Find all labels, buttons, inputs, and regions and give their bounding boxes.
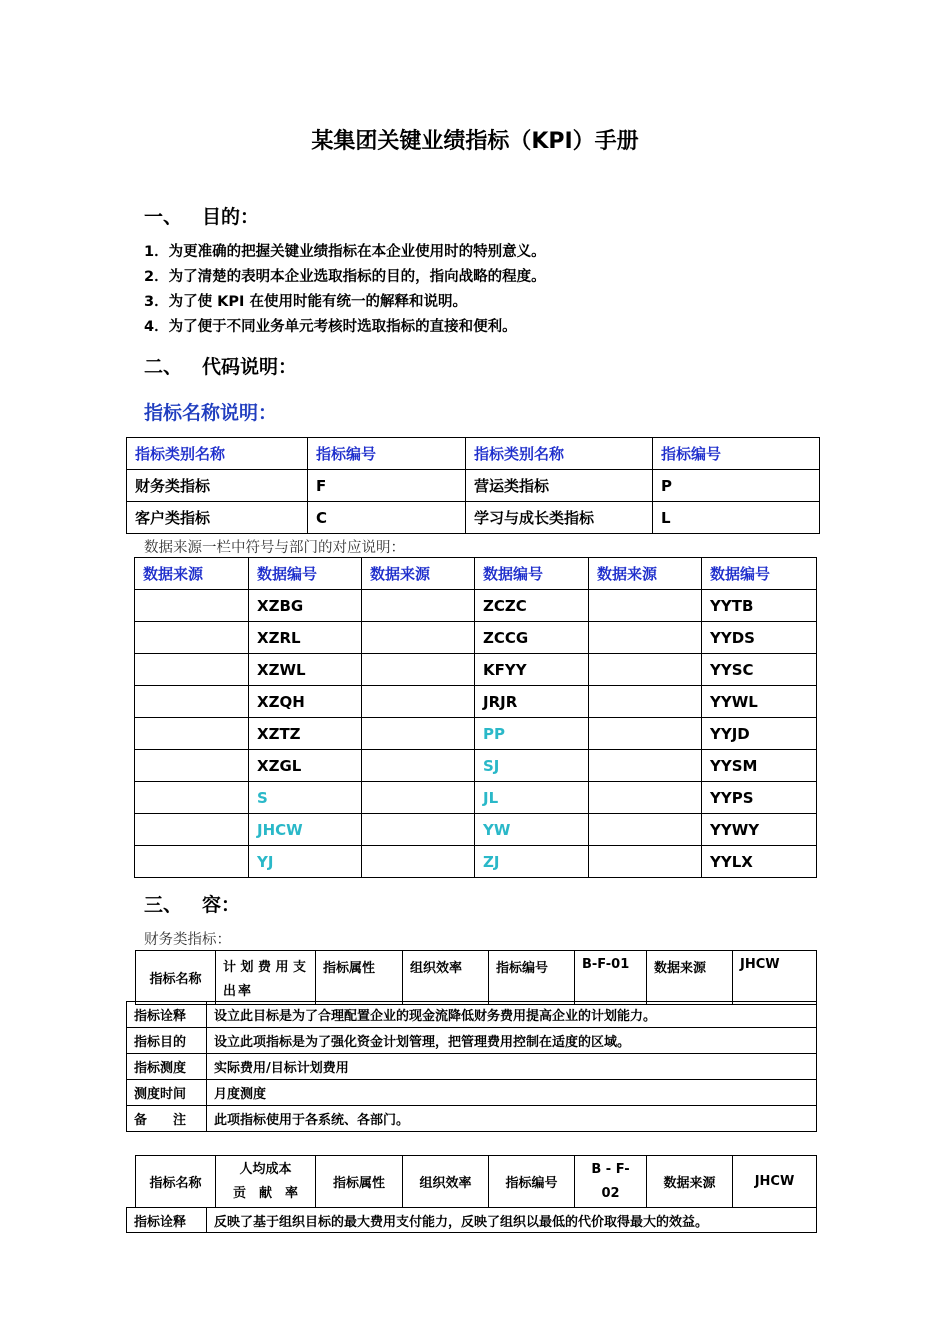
value-cell: 月度测度 bbox=[207, 1080, 817, 1106]
label-cell: 指标诠释 bbox=[127, 1002, 207, 1028]
kpi-detail-row bbox=[127, 1054, 817, 1080]
label-cell: 指标诠释 bbox=[127, 1208, 207, 1233]
header-cell: 指标类别名称 bbox=[127, 438, 308, 470]
source-cell bbox=[135, 814, 249, 846]
label-cell: 指标名称 bbox=[136, 1156, 216, 1208]
code-cell: JL bbox=[475, 782, 589, 814]
table-row bbox=[135, 782, 817, 814]
code-cell: YYWY bbox=[702, 814, 817, 846]
table-cell: P bbox=[653, 470, 820, 502]
table-cell: 财务类指标 bbox=[127, 470, 308, 502]
table-header-row bbox=[127, 438, 820, 470]
header-cell: 指标编号 bbox=[653, 438, 820, 470]
table-cell: L bbox=[653, 502, 820, 534]
source-cell bbox=[362, 750, 475, 782]
code-cell: ZCCG bbox=[475, 622, 589, 654]
kpi-attr-cell: 组织效率 bbox=[403, 951, 489, 1005]
section-label: 目的： bbox=[202, 206, 260, 228]
source-cell bbox=[135, 686, 249, 718]
kpi-code-cell bbox=[575, 1156, 647, 1208]
kpi-header-row bbox=[136, 1156, 817, 1208]
header-cell: 数据编号 bbox=[475, 558, 589, 590]
section-heading-codes bbox=[144, 352, 297, 379]
kpi-name-cell bbox=[216, 1156, 316, 1208]
category-table bbox=[126, 437, 820, 534]
kpi-detail-row bbox=[127, 1208, 817, 1233]
code-cell: SJ bbox=[475, 750, 589, 782]
label-cell: 备 注 bbox=[127, 1106, 207, 1132]
kpi-header-row bbox=[136, 951, 817, 1005]
kpi-code-line: B - F- bbox=[591, 1161, 630, 1177]
code-cell: YYTB bbox=[702, 590, 817, 622]
source-cell bbox=[589, 654, 702, 686]
section-number: 二、 bbox=[144, 356, 183, 378]
purpose-item: 1．为更准确的把握关键业绩指标在本企业使用时的特别意义。 bbox=[144, 244, 546, 260]
source-note: 数据来源一栏中符号与部门的对应说明： bbox=[144, 540, 405, 556]
section-number: 三、 bbox=[144, 894, 183, 916]
label-cell: 测度时间 bbox=[127, 1080, 207, 1106]
kpi-name-cell: 计划费用支出率 bbox=[216, 951, 316, 1005]
kpi2-detail-table bbox=[126, 1207, 817, 1233]
header-cell: 数据编号 bbox=[249, 558, 362, 590]
source-cell bbox=[362, 814, 475, 846]
code-cell: KFYY bbox=[475, 654, 589, 686]
label-cell: 指标编号 bbox=[489, 951, 575, 1005]
source-cell bbox=[589, 750, 702, 782]
section-label: 容： bbox=[202, 894, 241, 916]
table-row bbox=[135, 622, 817, 654]
kpi1-header-table bbox=[135, 950, 817, 1005]
kpi1-detail-table bbox=[126, 1001, 817, 1132]
code-cell: XZBG bbox=[249, 590, 362, 622]
code-cell: YYJD bbox=[702, 718, 817, 750]
header-cell: 数据编号 bbox=[702, 558, 817, 590]
source-cell bbox=[589, 846, 702, 878]
finance-note: 财务类指标： bbox=[144, 932, 231, 948]
header-cell: 数据来源 bbox=[589, 558, 702, 590]
table-row bbox=[135, 846, 817, 878]
code-cell: XZRL bbox=[249, 622, 362, 654]
code-cell: YJ bbox=[249, 846, 362, 878]
table-row bbox=[127, 470, 820, 502]
section-heading-content bbox=[144, 890, 240, 917]
label-cell: 指标目的 bbox=[127, 1028, 207, 1054]
kpi-detail-row bbox=[127, 1080, 817, 1106]
code-cell: JRJR bbox=[475, 686, 589, 718]
purpose-item: 3．为了使 KPI 在使用时能有统一的解释和说明。 bbox=[144, 294, 467, 310]
code-cell: PP bbox=[475, 718, 589, 750]
code-cell: S bbox=[249, 782, 362, 814]
label-cell: 指标属性 bbox=[316, 951, 403, 1005]
value-cell: 设立此项指标是为了强化资金计划管理，把管理费用控制在适度的区域。 bbox=[207, 1028, 817, 1054]
code-cell: YYDS bbox=[702, 622, 817, 654]
source-cell bbox=[362, 846, 475, 878]
label-cell: 数据来源 bbox=[647, 951, 733, 1005]
code-cell: XZTZ bbox=[249, 718, 362, 750]
source-cell bbox=[362, 782, 475, 814]
header-cell: 数据来源 bbox=[362, 558, 475, 590]
source-cell bbox=[589, 590, 702, 622]
source-cell bbox=[589, 622, 702, 654]
code-cell: ZCZC bbox=[475, 590, 589, 622]
purpose-list bbox=[144, 240, 546, 340]
source-cell bbox=[362, 718, 475, 750]
source-table bbox=[134, 557, 817, 878]
label-cell: 指标属性 bbox=[316, 1156, 403, 1208]
table-row bbox=[135, 718, 817, 750]
kpi-attr-cell: 组织效率 bbox=[403, 1156, 489, 1208]
purpose-item: 2．为了清楚的表明本企业选取指标的目的，指向战略的程度。 bbox=[144, 269, 546, 285]
table-cell: 客户类指标 bbox=[127, 502, 308, 534]
value-cell: 设立此目标是为了合理配置企业的现金流降低财务费用提高企业的计划能力。 bbox=[207, 1002, 817, 1028]
table-row bbox=[135, 654, 817, 686]
kpi-code-line: 02 bbox=[601, 1185, 620, 1201]
label-cell: 指标测度 bbox=[127, 1054, 207, 1080]
source-cell bbox=[135, 622, 249, 654]
table-cell: 学习与成长类指标 bbox=[466, 502, 653, 534]
page-title: 某集团关键业绩指标（KPI）手册 bbox=[311, 129, 639, 154]
section-label: 代码说明： bbox=[202, 356, 298, 378]
section-heading-purpose bbox=[144, 202, 259, 229]
table-row bbox=[135, 750, 817, 782]
code-cell: JHCW bbox=[249, 814, 362, 846]
header-cell: 指标类别名称 bbox=[466, 438, 653, 470]
source-cell bbox=[589, 782, 702, 814]
source-cell bbox=[135, 750, 249, 782]
indicator-heading: 指标名称说明： bbox=[144, 402, 278, 424]
header-cell: 指标编号 bbox=[308, 438, 466, 470]
source-cell bbox=[362, 654, 475, 686]
table-cell: 营运类指标 bbox=[466, 470, 653, 502]
table-row bbox=[127, 502, 820, 534]
table-row bbox=[135, 686, 817, 718]
label-cell: 指标名称 bbox=[136, 951, 216, 1005]
source-cell bbox=[362, 590, 475, 622]
kpi-detail-row bbox=[127, 1106, 817, 1132]
kpi-code-cell: B-F-01 bbox=[575, 951, 647, 1005]
header-cell: 数据来源 bbox=[135, 558, 249, 590]
kpi-detail-row bbox=[127, 1028, 817, 1054]
code-cell: YYWL bbox=[702, 686, 817, 718]
kpi2-header-table bbox=[135, 1155, 817, 1208]
code-cell: XZWL bbox=[249, 654, 362, 686]
source-cell bbox=[135, 654, 249, 686]
kpi-source-cell: JHCW bbox=[733, 1156, 817, 1208]
value-cell: 此项指标使用于各系统、各部门。 bbox=[207, 1106, 817, 1132]
code-cell: YYSM bbox=[702, 750, 817, 782]
code-cell: YW bbox=[475, 814, 589, 846]
table-header-row bbox=[135, 558, 817, 590]
table-cell: C bbox=[308, 502, 466, 534]
source-cell bbox=[589, 814, 702, 846]
source-cell bbox=[135, 782, 249, 814]
source-cell bbox=[135, 590, 249, 622]
table-cell: F bbox=[308, 470, 466, 502]
section-number: 一、 bbox=[144, 206, 183, 228]
code-cell: YYLX bbox=[702, 846, 817, 878]
source-cell bbox=[362, 686, 475, 718]
source-cell bbox=[135, 718, 249, 750]
code-cell: ZJ bbox=[475, 846, 589, 878]
table-row bbox=[135, 590, 817, 622]
code-cell: YYSC bbox=[702, 654, 817, 686]
kpi-name-line: 人均成本 bbox=[239, 1161, 292, 1177]
source-cell bbox=[589, 718, 702, 750]
code-cell: XZQH bbox=[249, 686, 362, 718]
table-row bbox=[135, 814, 817, 846]
code-cell: XZGL bbox=[249, 750, 362, 782]
label-cell: 指标编号 bbox=[489, 1156, 575, 1208]
code-cell: YYPS bbox=[702, 782, 817, 814]
source-cell bbox=[589, 686, 702, 718]
value-cell: 反映了基于组织目标的最大费用支付能力，反映了组织以最低的代价取得最大的效益。 bbox=[207, 1208, 817, 1233]
value-cell: 实际费用/目标计划费用 bbox=[207, 1054, 817, 1080]
kpi-name-line: 贡 献 率 bbox=[232, 1185, 298, 1201]
kpi-detail-row bbox=[127, 1002, 817, 1028]
purpose-item: 4．为了便于不同业务单元考核时选取指标的直接和便利。 bbox=[144, 319, 517, 335]
source-cell bbox=[362, 622, 475, 654]
label-cell: 数据来源 bbox=[647, 1156, 733, 1208]
kpi-source-cell: JHCW bbox=[733, 951, 817, 1005]
source-cell bbox=[135, 846, 249, 878]
